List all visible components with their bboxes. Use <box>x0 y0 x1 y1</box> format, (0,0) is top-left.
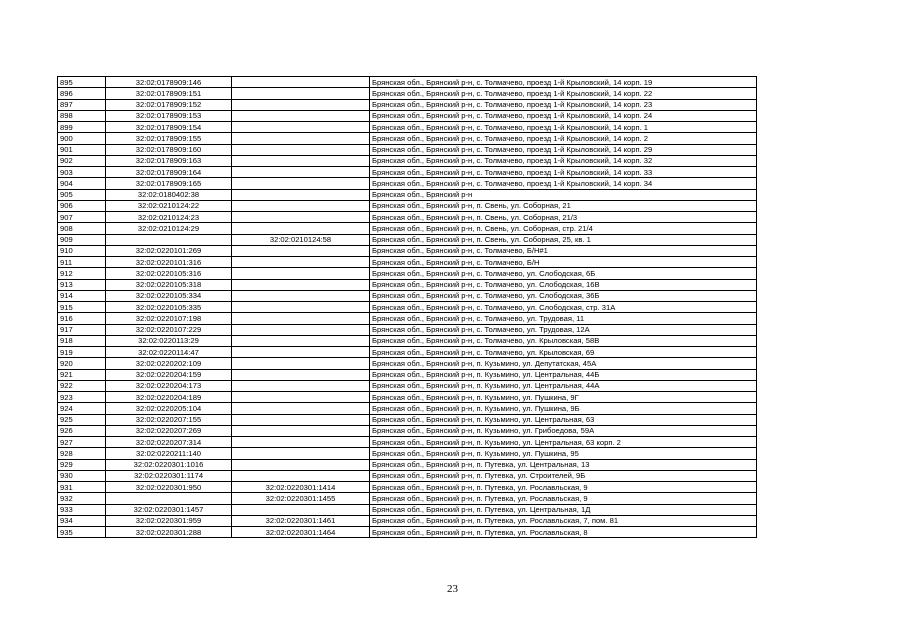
table-row <box>58 268 757 279</box>
table-row <box>58 223 757 234</box>
parent-cadastral-number-cell <box>232 358 370 369</box>
cadastral-number-cell: 32:02:0220105:318 <box>106 279 232 290</box>
cadastral-number-cell: 32:02:0220105:334 <box>106 290 232 301</box>
row-number-cell: 919 <box>58 347 106 358</box>
address-cell: Брянская обл., Брянский р-н, п. Свень, ул. Соборная, 25, кв. 1 <box>370 234 757 245</box>
row-number-cell: 900 <box>58 133 106 144</box>
row-number-cell: 903 <box>58 167 106 178</box>
address-cell: Брянская обл., Брянский р-н, п. Путевка, ул. Рославльская, 9 <box>370 493 757 504</box>
table-row <box>58 122 757 133</box>
row-number-cell: 923 <box>58 392 106 403</box>
table-row <box>58 493 757 504</box>
cadastral-number-cell: 32:02:0220207:269 <box>106 425 232 436</box>
address-cell: Брянская обл., Брянский р-н, с. Толмачево, Б/Н <box>370 257 757 268</box>
parent-cadastral-number-cell <box>232 448 370 459</box>
row-number-cell: 934 <box>58 515 106 526</box>
parent-cadastral-number-cell <box>232 335 370 346</box>
address-cell: Брянская обл., Брянский р-н, п. Путевка, ул. Строителей, 9Б <box>370 470 757 481</box>
parent-cadastral-number-cell <box>232 403 370 414</box>
address-cell: Брянская обл., Брянский р-н, с. Толмачево, ул. Слободская, 36Б <box>370 290 757 301</box>
row-number-cell: 924 <box>58 403 106 414</box>
parent-cadastral-number-cell <box>232 122 370 133</box>
parent-cadastral-number-cell: 32:02:0220301:1414 <box>232 482 370 493</box>
row-number-cell: 920 <box>58 358 106 369</box>
table-row <box>58 527 757 538</box>
row-number-cell: 908 <box>58 223 106 234</box>
table-row <box>58 392 757 403</box>
table-row <box>58 212 757 223</box>
row-number-cell: 898 <box>58 110 106 121</box>
address-cell: Брянская обл., Брянский р-н, п. Кузьмино, ул. Грибоедова, 59А <box>370 425 757 436</box>
table-row <box>58 515 757 526</box>
address-cell: Брянская обл., Брянский р-н, п. Кузьмино, ул. Центральная, 63 <box>370 414 757 425</box>
table-row <box>58 110 757 121</box>
cadastral-number-cell: 32:02:0220105:335 <box>106 302 232 313</box>
table-row <box>58 504 757 515</box>
parent-cadastral-number-cell <box>232 392 370 403</box>
parent-cadastral-number-cell: 32:02:0210124:58 <box>232 234 370 245</box>
table-row <box>58 482 757 493</box>
parent-cadastral-number-cell: 32:02:0220301:1461 <box>232 515 370 526</box>
cadastral-number-cell: 32:02:0220301:288 <box>106 527 232 538</box>
cadastral-number-cell: 32:02:0210124:22 <box>106 200 232 211</box>
address-cell: Брянская обл., Брянский р-н, с. Толмачево, проезд 1-й Крыловский, 14 корп. 23 <box>370 99 757 110</box>
parent-cadastral-number-cell <box>232 200 370 211</box>
address-cell: Брянская обл., Брянский р-н, п. Путевка, ул. Рославльская, 8 <box>370 527 757 538</box>
table-row <box>58 279 757 290</box>
address-cell: Брянская обл., Брянский р-н, с. Толмачево, проезд 1-й Крыловский, 14 корп. 32 <box>370 155 757 166</box>
address-cell: Брянская обл., Брянский р-н, п. Кузьмино, ул. Центральная, 44Б <box>370 369 757 380</box>
table-row <box>58 88 757 99</box>
table-row <box>58 470 757 481</box>
cadastral-number-cell: 32:02:0178909:152 <box>106 99 232 110</box>
parent-cadastral-number-cell <box>232 155 370 166</box>
table-row <box>58 77 757 88</box>
cadastral-number-cell: 32:02:0220207:155 <box>106 414 232 425</box>
address-cell: Брянская обл., Брянский р-н <box>370 189 757 200</box>
address-cell: Брянская обл., Брянский р-н, с. Толмачево, проезд 1-й Крыловский, 14 корп. 1 <box>370 122 757 133</box>
table-row <box>58 200 757 211</box>
parent-cadastral-number-cell <box>232 133 370 144</box>
row-number-cell: 927 <box>58 437 106 448</box>
address-cell: Брянская обл., Брянский р-н, п. Путевка, ул. Рославльская, 9 <box>370 482 757 493</box>
parent-cadastral-number-cell <box>232 212 370 223</box>
address-cell: Брянская обл., Брянский р-н, с. Толмачево, проезд 1-й Крыловский, 14 корп. 34 <box>370 178 757 189</box>
row-number-cell: 915 <box>58 302 106 313</box>
address-cell: Брянская обл., Брянский р-н, с. Толмачево, ул. Трудовая, 12А <box>370 324 757 335</box>
table-row <box>58 257 757 268</box>
parent-cadastral-number-cell <box>232 178 370 189</box>
row-number-cell: 932 <box>58 493 106 504</box>
address-cell: Брянская обл., Брянский р-н, с. Толмачево, ул. Крыловская, 58В <box>370 335 757 346</box>
parent-cadastral-number-cell <box>232 77 370 88</box>
row-number-cell: 910 <box>58 245 106 256</box>
cadastral-number-cell: 32:02:0220301:950 <box>106 482 232 493</box>
address-cell: Брянская обл., Брянский р-н, с. Толмачево, проезд 1-й Крыловский, 14 корп. 33 <box>370 167 757 178</box>
row-number-cell: 895 <box>58 77 106 88</box>
cadastral-number-cell: 32:02:0178909:154 <box>106 122 232 133</box>
row-number-cell: 907 <box>58 212 106 223</box>
address-cell: Брянская обл., Брянский р-н, с. Толмачево, проезд 1-й Крыловский, 14 корп. 24 <box>370 110 757 121</box>
page-number: 23 <box>447 583 458 595</box>
address-cell: Брянская обл., Брянский р-н, п. Путевка, ул. Центральная, 13 <box>370 459 757 470</box>
cadastral-number-cell: 32:02:0180402:38 <box>106 189 232 200</box>
parent-cadastral-number-cell <box>232 437 370 448</box>
parent-cadastral-number-cell <box>232 223 370 234</box>
row-number-cell: 906 <box>58 200 106 211</box>
parent-cadastral-number-cell: 32:02:0220301:1464 <box>232 527 370 538</box>
address-cell: Брянская обл., Брянский р-н, п. Кузьмино, ул. Пушкина, 9Б <box>370 403 757 414</box>
parent-cadastral-number-cell <box>232 324 370 335</box>
row-number-cell: 917 <box>58 324 106 335</box>
cadastral-number-cell: 32:02:0220101:269 <box>106 245 232 256</box>
cadastral-number-cell: 32:02:0178909:153 <box>106 110 232 121</box>
cadastral-number-cell <box>106 493 232 504</box>
property-registry-table <box>57 76 757 538</box>
parent-cadastral-number-cell <box>232 425 370 436</box>
cadastral-number-cell: 32:02:0178909:164 <box>106 167 232 178</box>
cadastral-number-cell: 32:02:0220105:316 <box>106 268 232 279</box>
row-number-cell: 916 <box>58 313 106 324</box>
table-row <box>58 380 757 391</box>
table-row <box>58 155 757 166</box>
address-cell: Брянская обл., Брянский р-н, с. Толмачево, проезд 1-й Крыловский, 14 корп. 22 <box>370 88 757 99</box>
row-number-cell: 926 <box>58 425 106 436</box>
table-row <box>58 189 757 200</box>
registry-table-body <box>58 77 757 538</box>
parent-cadastral-number-cell <box>232 313 370 324</box>
cadastral-number-cell: 32:02:0178909:155 <box>106 133 232 144</box>
row-number-cell: 914 <box>58 290 106 301</box>
table-row <box>58 302 757 313</box>
parent-cadastral-number-cell <box>232 144 370 155</box>
table-row <box>58 133 757 144</box>
table-row <box>58 425 757 436</box>
cadastral-number-cell: 32:02:0220107:229 <box>106 324 232 335</box>
address-cell: Брянская обл., Брянский р-н, с. Толмачево, ул. Слободская, 16В <box>370 279 757 290</box>
row-number-cell: 918 <box>58 335 106 346</box>
cadastral-number-cell: 32:02:0220207:314 <box>106 437 232 448</box>
address-cell: Брянская обл., Брянский р-н, п. Кузьмино, ул. Пушкина, 95 <box>370 448 757 459</box>
row-number-cell: 912 <box>58 268 106 279</box>
row-number-cell: 905 <box>58 189 106 200</box>
address-cell: Брянская обл., Брянский р-н, п. Путевка, ул. Центральная, 1Д <box>370 504 757 515</box>
address-cell: Брянская обл., Брянский р-н, п. Путевка, ул. Рославльская, 7, пом. 81 <box>370 515 757 526</box>
table-row <box>58 459 757 470</box>
table-row <box>58 448 757 459</box>
cadastral-number-cell: 32:02:0220301:1174 <box>106 470 232 481</box>
table-row <box>58 245 757 256</box>
address-cell: Брянская обл., Брянский р-н, п. Кузьмино, ул. Центральная, 63 корп. 2 <box>370 437 757 448</box>
table-row <box>58 358 757 369</box>
cadastral-number-cell: 32:02:0178909:163 <box>106 155 232 166</box>
parent-cadastral-number-cell <box>232 245 370 256</box>
row-number-cell: 933 <box>58 504 106 515</box>
table-row <box>58 369 757 380</box>
parent-cadastral-number-cell <box>232 279 370 290</box>
address-cell: Брянская обл., Брянский р-н, п. Кузьмино, ул. Центральная, 44А <box>370 380 757 391</box>
parent-cadastral-number-cell: 32:02:0220301:1455 <box>232 493 370 504</box>
address-cell: Брянская обл., Брянский р-н, с. Толмачево, ул. Трудовая, 11 <box>370 313 757 324</box>
parent-cadastral-number-cell <box>232 268 370 279</box>
row-number-cell: 931 <box>58 482 106 493</box>
table-row <box>58 234 757 245</box>
table-row <box>58 324 757 335</box>
parent-cadastral-number-cell <box>232 167 370 178</box>
row-number-cell: 896 <box>58 88 106 99</box>
row-number-cell: 929 <box>58 459 106 470</box>
parent-cadastral-number-cell <box>232 290 370 301</box>
row-number-cell: 902 <box>58 155 106 166</box>
parent-cadastral-number-cell <box>232 380 370 391</box>
table-row <box>58 403 757 414</box>
row-number-cell: 922 <box>58 380 106 391</box>
table-row <box>58 347 757 358</box>
parent-cadastral-number-cell <box>232 88 370 99</box>
cadastral-number-cell: 32:02:0178909:151 <box>106 88 232 99</box>
address-cell: Брянская обл., Брянский р-н, п. Свень, ул. Соборная, стр. 21/4 <box>370 223 757 234</box>
row-number-cell: 935 <box>58 527 106 538</box>
address-cell: Брянская обл., Брянский р-н, п. Кузьмино, ул. Пушкина, 9Г <box>370 392 757 403</box>
cadastral-number-cell: 32:02:0220301:1457 <box>106 504 232 515</box>
address-cell: Брянская обл., Брянский р-н, с. Толмачево, ул. Крыловская, 69 <box>370 347 757 358</box>
cadastral-number-cell: 32:02:0178909:165 <box>106 178 232 189</box>
cadastral-number-cell: 32:02:0220204:173 <box>106 380 232 391</box>
parent-cadastral-number-cell <box>232 414 370 425</box>
row-number-cell: 928 <box>58 448 106 459</box>
address-cell: Брянская обл., Брянский р-н, п. Кузьмино, ул. Депутатская, 45А <box>370 358 757 369</box>
cadastral-number-cell: 32:02:0220107:198 <box>106 313 232 324</box>
table-row <box>58 99 757 110</box>
row-number-cell: 904 <box>58 178 106 189</box>
row-number-cell: 921 <box>58 369 106 380</box>
parent-cadastral-number-cell <box>232 302 370 313</box>
cadastral-number-cell: 32:02:0220113:29 <box>106 335 232 346</box>
cadastral-number-cell: 32:02:0178909:160 <box>106 144 232 155</box>
address-cell: Брянская обл., Брянский р-н, с. Толмачево, ул. Слободская, стр. 31А <box>370 302 757 313</box>
parent-cadastral-number-cell <box>232 459 370 470</box>
table-row <box>58 167 757 178</box>
parent-cadastral-number-cell <box>232 99 370 110</box>
row-number-cell: 930 <box>58 470 106 481</box>
parent-cadastral-number-cell <box>232 369 370 380</box>
address-cell: Брянская обл., Брянский р-н, с. Толмачево, проезд 1-й Крыловский, 14 корп. 2 <box>370 133 757 144</box>
parent-cadastral-number-cell <box>232 470 370 481</box>
address-cell: Брянская обл., Брянский р-н, с. Толмачево, ул. Слободская, 6Б <box>370 268 757 279</box>
address-cell: Брянская обл., Брянский р-н, п. Свень, ул. Соборная, 21 <box>370 200 757 211</box>
cadastral-number-cell: 32:02:0210124:23 <box>106 212 232 223</box>
table-row <box>58 313 757 324</box>
cadastral-number-cell: 32:02:0220204:189 <box>106 392 232 403</box>
row-number-cell: 897 <box>58 99 106 110</box>
cadastral-number-cell <box>106 234 232 245</box>
table-row <box>58 144 757 155</box>
cadastral-number-cell: 32:02:0220101:316 <box>106 257 232 268</box>
cadastral-number-cell: 32:02:0220301:1016 <box>106 459 232 470</box>
address-cell: Брянская обл., Брянский р-н, с. Толмачево, проезд 1-й Крыловский, 14 корп. 19 <box>370 77 757 88</box>
cadastral-number-cell: 32:02:0220211:140 <box>106 448 232 459</box>
table-row <box>58 335 757 346</box>
cadastral-number-cell: 32:02:0220114:47 <box>106 347 232 358</box>
row-number-cell: 911 <box>58 257 106 268</box>
table-row <box>58 290 757 301</box>
row-number-cell: 901 <box>58 144 106 155</box>
cadastral-number-cell: 32:02:0210124:29 <box>106 223 232 234</box>
table-row <box>58 437 757 448</box>
parent-cadastral-number-cell <box>232 189 370 200</box>
parent-cadastral-number-cell <box>232 110 370 121</box>
cadastral-number-cell: 32:02:0178909:146 <box>106 77 232 88</box>
parent-cadastral-number-cell <box>232 504 370 515</box>
cadastral-number-cell: 32:02:0220202:109 <box>106 358 232 369</box>
cadastral-number-cell: 32:02:0220301:959 <box>106 515 232 526</box>
row-number-cell: 899 <box>58 122 106 133</box>
address-cell: Брянская обл., Брянский р-н, п. Свень, ул. Соборная, 21/3 <box>370 212 757 223</box>
table-row <box>58 178 757 189</box>
parent-cadastral-number-cell <box>232 257 370 268</box>
address-cell: Брянская обл., Брянский р-н, с. Толмачево, Б/Н#1 <box>370 245 757 256</box>
cadastral-number-cell: 32:02:0220205:104 <box>106 403 232 414</box>
cadastral-number-cell: 32:02:0220204:159 <box>106 369 232 380</box>
table-row <box>58 414 757 425</box>
parent-cadastral-number-cell <box>232 347 370 358</box>
row-number-cell: 913 <box>58 279 106 290</box>
row-number-cell: 909 <box>58 234 106 245</box>
address-cell: Брянская обл., Брянский р-н, с. Толмачево, проезд 1-й Крыловский, 14 корп. 29 <box>370 144 757 155</box>
row-number-cell: 925 <box>58 414 106 425</box>
